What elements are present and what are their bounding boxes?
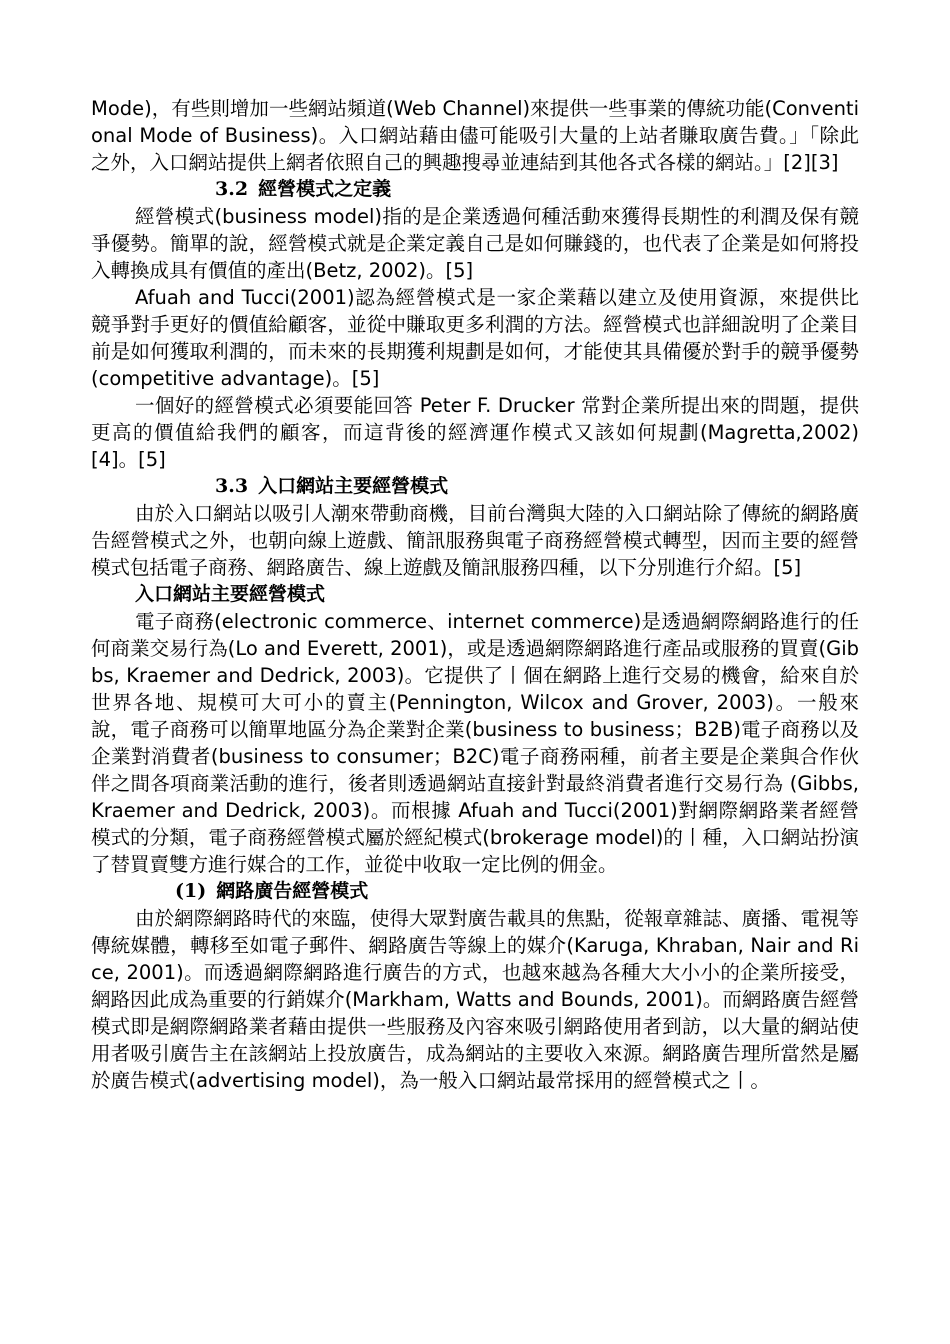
paragraph-portal-models-overview: 由於入口網站以吸引人潮來帶動商機，目前台灣與大陸的入口網站除了傳統的網路廣告經營模式之外，也朝向線上遊戲、簡訊服務與電子商務經營模式轉型，因而主要的經營模式包括電子商務、網路廣告、線上遊戲及簡訊服務四種，以下分別進行介紹。[5] (91, 502, 859, 579)
paragraph-ecommerce: 電子商務(electronic commerce、internet commerce)是透過網際網路進行的任何商業交易行為(Lo and Everett, 2001)，或是透過網際網路進行產品或服務的買賣(Gibbs, Kraemer and Dedrick, 2003)。它提供了丨個在網路上進行交易的機會，給來自於世界各地、規模可大可小的賣主(Pennington, Wilcox and Grover, 2003)。一般來說，電子商務可以簡單地區分為企業對企業(business to business；B2B)電子商務以及企業對消費者(business to consumer；B2C)電子商務兩種，前者主要是企業與合作伙伴之間各項商業活動的進行，後者則透過網站直接針對最終消費者進行交易行為 (Gibbs, Kraemer and Dedrick, 2003)。而根據 Afuah and Tucci(2001)對網際網路業者經營模式的分類，電子商務經營模式屬於經紀模式(brokerage model)的丨種，入口網站扮演了替買賣雙方進行媒合的工作，並從中收取一定比例的佣金。 (91, 610, 859, 876)
section-title: 入口網站主要經營模式 (258, 475, 449, 497)
item-heading-online-advertising (91, 878, 859, 905)
item-number: (1) (175, 880, 207, 902)
paragraph-online-advertising: 由於網際網路時代的來臨，使得大眾對廣告載具的焦點，從報章雜誌、廣播、電視等傳統媒體，轉移至如電子郵件、網路廣告等線上的媒介(Karuga, Khraban, Nair and Rice, 2001)。而透過網際網路進行廣告的方式，也越來越為各種大大小小的企業所接受，網路因此成為重要的行銷媒介(Markham, Watts and Bounds, 2001)。而網路廣告經營模式即是網際網路業者藉由提供一些服務及內容來吸引網路使用者到訪，以大量的網站使用者吸引廣告主在該網站上投放廣告，成為網站的主要收入來源。網路廣告理所當然是屬於廣告模式(advertising model)，為一般入口網站最常採用的經營模式之丨。 (91, 907, 859, 1092)
item-title: 網路廣告經營模式 (216, 880, 369, 902)
paragraph-afuah-tucci: Afuah and Tucci(2001)認為經營模式是一家企業藉以建立及使用資源，來提供比競爭對手更好的價值給顧客，並從中賺取更多利潤的方法。經營模式也詳細說明了企業目前是如何獲取利潤的，而未來的長期獲利規劃是如何，才能使其具備優於對手的競爭優勢(competitive advantage)。[5] (91, 286, 859, 390)
document-page (91, 95, 859, 1094)
paragraph-portal-intro-continued: Mode)，有些則增加一些網站頻道(Web Channel)來提供一些事業的傳統功能(Conventional Mode of Business)。入口網站藉由儘可能吸引大量的上站者賺取廣告費。」「除此之外，入口網站提供上網者依照自己的興趣搜尋並連結到其他各式各樣的網站。」[2][3] (91, 97, 859, 174)
subheading-portal-models: 入口網站主要經營模式 (135, 583, 326, 605)
section-title: 經營模式之定義 (258, 178, 392, 200)
section-heading-3-3 (91, 473, 859, 500)
paragraph-drucker: 一個好的經營模式必須要能回答 Peter F. Drucker 常對企業所提出來的問題，提供更高的價值給我們的顧客，而這背後的經濟運作模式又該如何規劃(Magretta,2002)[4]。[5] (91, 394, 859, 471)
paragraph-business-model-definition: 經營模式(business model)指的是企業透過何種活動來獲得長期性的利潤及保有競爭優勢。簡單的說，經營模式就是企業定義自己是如何賺錢的，也代表了企業是如何將投入轉換成具有價值的產出(Betz, 2002)。[5] (91, 205, 859, 282)
section-number: 3.3 (215, 475, 249, 497)
section-heading-3-2 (91, 176, 859, 203)
section-number: 3.2 (215, 178, 249, 200)
